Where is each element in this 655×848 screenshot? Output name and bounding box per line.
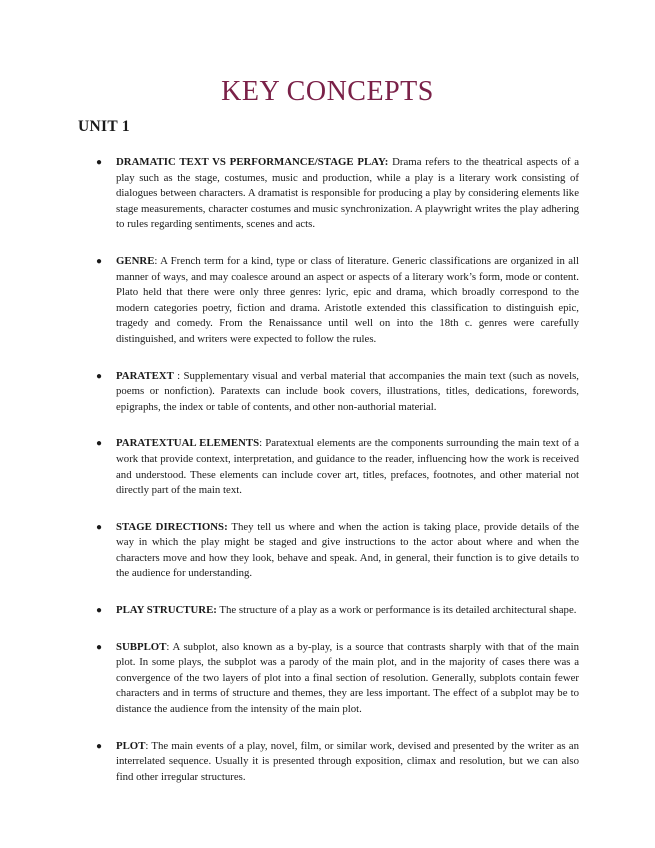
concept-item-paratextual-elements bbox=[0, 436, 655, 498]
concept-term: PLAY STRUCTURE: bbox=[116, 604, 217, 617]
unit-heading: UNIT 1 bbox=[78, 118, 130, 135]
concept-term: PARATEXTUAL ELEMENTS bbox=[116, 437, 260, 450]
concept-term: SUBPLOT bbox=[116, 640, 167, 653]
concept-definition: : A subplot, also known as a by-play, is a source that contrasts sharply with that of the main plot. In some plays, the subplot was a parody of the main plot, and in the majority of cases there was a convergence of the two layers of plot into a final section of resolution. Generally, subplots contain fewer characters and in terms of structure and themes, they are less important. The effect of a subplot may be to distance the audience from the intensity of the main plot. bbox=[116, 640, 579, 716]
concept-item-play-structure bbox=[0, 603, 655, 619]
page-title: KEY CONCEPTS bbox=[221, 76, 434, 107]
concept-definition: : The main events of a play, novel, film, or similar work, devised and presented by the writer as an interrelated sequence. Usually it is presented through exposition, climax and resolution, but we can also find other irregular structures. bbox=[116, 739, 579, 783]
concept-definition: : A French term for a kind, type or class of literature. Generic classifications are organized in all manner of ways, and may coalesce around an aspect or aspects of a literary work’s form, mode or content. Plato held that there were only three genres: lyric, epic and drama, which broadly correspond to the modern categories poetry, fiction and drama. Aristotle extended this classification to distinguish epic, tragedy and comedy. From the Renaissance until well on into the 18th c. genres were carefully distinguished, and writers were expected to follow the rules. bbox=[116, 254, 579, 345]
concept-item-genre bbox=[0, 254, 655, 348]
bullet-icon: ● bbox=[96, 157, 103, 168]
bullet-icon: ● bbox=[96, 438, 103, 450]
concept-definition: The structure of a play as a work or performance is its detailed architectural shape. bbox=[216, 604, 577, 617]
concept-term: STAGE DIRECTIONS: bbox=[116, 520, 228, 533]
concept-term: GENRE bbox=[116, 254, 155, 267]
bullet-icon: ● bbox=[96, 605, 103, 617]
concept-term: DRAMATIC TEXT VS PERFORMANCE/STAGE PLAY: bbox=[116, 156, 389, 168]
bullet-icon: ● bbox=[96, 370, 103, 382]
bullet-icon: ● bbox=[96, 740, 103, 752]
concept-item-paratext bbox=[0, 369, 655, 416]
bullet-icon: ● bbox=[96, 641, 103, 653]
bullet-icon: ● bbox=[96, 521, 103, 533]
concept-item-plot bbox=[0, 739, 655, 786]
concept-list bbox=[0, 155, 655, 806]
concept-item-stage-directions bbox=[0, 520, 655, 582]
concept-definition: : Supplementary visual and verbal material that accompanies the main text (such as novels, poems or nonfiction). Paratexts can include book covers, illustrations, titles, dedications, forewords, epigraphs, the index or table of contents, and other non-authorial material. bbox=[116, 369, 579, 413]
concept-definition: They tell us where and when the action is taking place, provide details of the way in which the play might be staged and give instructions to the actor about where and when the characters move and how they look, behave and speak. And, in general, their function is to give details to the audience for understanding. bbox=[116, 520, 579, 580]
concept-term: PARATEXT bbox=[116, 369, 174, 382]
concept-item-subplot bbox=[0, 640, 655, 718]
concept-definition: Drama refers to the theatrical aspects of a play such as the stage, costumes, music and production, while a play is a literary work consisting of dialogues between characters. A dramatist is responsible for producing a play by considering elements like stage measurements, character costumes and music synchronization. A playwright writes the play adhering to rules regarding sentiments, scenes and acts. bbox=[116, 156, 579, 231]
concept-definition: : Paratextual elements are the components surrounding the main text of a work that provide context, interpretation, and guidance to the reader, influencing how the work is received and understood. These elements can include cover art, titles, prefaces, footnotes, and other material not directly part of the main text. bbox=[116, 437, 579, 497]
concept-item-dramatic-text bbox=[0, 155, 655, 233]
concept-term: PLOT bbox=[116, 739, 146, 752]
bullet-icon: ● bbox=[96, 255, 103, 267]
